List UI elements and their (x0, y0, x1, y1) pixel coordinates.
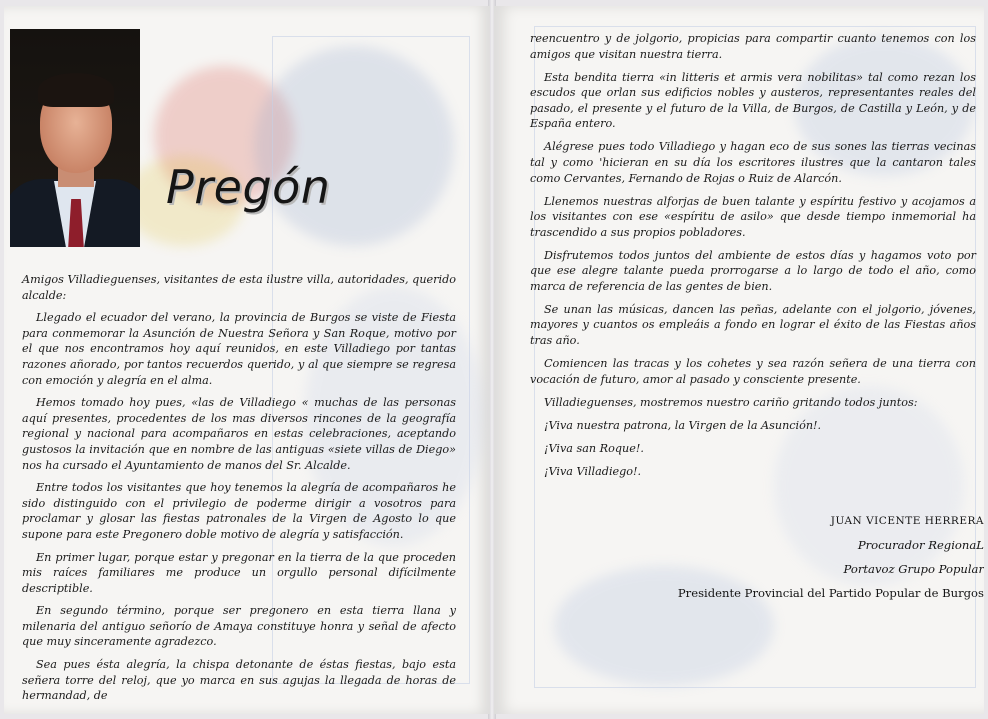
paragraph: En primer lugar, porque estar y pregonar en la tierra de la que proceden mis raíces familiares me produce un orgullo personal difícilmente descriptible. (22, 550, 456, 595)
signature-block (678, 509, 984, 605)
signature-title: Procurador RegionaL (857, 538, 984, 552)
left-page (4, 6, 490, 714)
paragraph: Alégrese pues todo Villadiego y hagan eco de sus sones las tierras vecinas tal y como 'hicieran en su día los escritores ilustres que la cantaron tales como Cervantes, Fernando de Rojas o Ruiz de Alarcón. (530, 140, 976, 185)
paragraph: Sea pues ésta alegría, la chispa detonante de éstas fiestas, bajo esta señera torre del reloj, que yo marca en sus agujas la llegada de horas de hermandad, de (22, 658, 456, 703)
paragraph: En segundo término, porque ser pregonero en esta tierra llana y milenaria del antiguo señorío de Amaya constituye honra y señal de afecto que muy sinceramente agradezco. (22, 604, 456, 649)
paragraph: Se unan las músicas, dancen las peñas, adelante con el jolgorio, jóvenes, mayores y cuantos os empleáis a fondo en lograr el éxito de las Fiestas años tras año. (530, 302, 976, 348)
paragraph: Amigos Villadieguenses, visitantes de esta ilustre villa, autoridades, querido alcalde: (22, 273, 456, 302)
paragraph: reencuentro y de jolgorio, propicias para compartir cuanto tenemos con los amigos que visitan nuestra tierra. (530, 32, 976, 61)
paragraph: Comiencen las tracas y los cohetes y sea razón señera de una tierra con vocación de futuro, amor al pasado y consciente presente. (530, 357, 976, 386)
right-page (494, 6, 984, 714)
paragraph: Llenemos nuestras alforjas de buen talante y espíritu festivo y acojamos a los visitantes con ese «espíritu de asilo» que desde tiempo inmemorial ha trascendido a sus propios pobladores. (530, 194, 976, 239)
signature-title: Portavoz Grupo Popular (843, 562, 984, 576)
paragraph: ¡Viva san Roque!. (544, 441, 644, 455)
signature-title: Presidente Provincial del Partido Popular de Burgos (677, 586, 984, 600)
signature-name: JUAN VICENTE HERRERA (830, 515, 984, 527)
paragraph: Villadieguenses, mostremos nuestro cariño gritando todos juntos: (544, 395, 918, 409)
right-body-text (530, 31, 976, 487)
paragraph: Disfrutemos todos juntos del ambiente de estos días y hagamos voto por que ese alegre talante pueda prorrogarse a lo largo de todo el año, como marca de referencia de las gentes de bien. (530, 248, 976, 293)
paragraph: ¡Viva nuestra patrona, la Virgen de la Asunción!. (544, 418, 822, 432)
author-portrait (10, 29, 140, 247)
left-body-text (22, 272, 456, 711)
paragraph: Entre todos los visitantes que hoy tenemos la alegría de acompañaros he sido distinguido con el privilegio de poderme dirigir a vosotros para proclamar y glosar las fiestas patronales de la Virgen de Agosto lo que supone para este Pregonero doble motivo de alegría y satisfacción. (22, 481, 456, 541)
paragraph: Llegado el ecuador del verano, la provincia de Burgos se viste de Fiesta para conmemorar la Asunción de Nuestra Señora y San Roque, motivo por el que nos encontramos hoy aquí reunidos, en este Villadiego por tantas razones añorado, por tantos recuerdos querido, y al que siempre se regresa con emoción y alegría en el alma. (22, 311, 456, 387)
page-title: Pregón (166, 160, 331, 214)
paragraph: ¡Viva Villadiego!. (544, 464, 642, 478)
paragraph: Esta bendita tierra «in litteris et armis vera nobilitas» tal como rezan los escudos que orlan sus edificios nobles y austeros, representantes reales del pasado, el presente y el futuro de la Villa, de Burgos, de Castilla y León, y de España entero. (530, 70, 976, 131)
paragraph: Hemos tomado hoy pues, «las de Villadiego « muchas de las personas aquí presentes, procedentes de los mas diversos rincones de la geografía regional y nacional para acompañaros en estas celebraciones, aceptando gustosos la invitación que en nombre de las antiguas «siete villas de Diego» nos ha cursado el Ayuntamiento de manos del Sr. Alcalde. (22, 396, 456, 472)
